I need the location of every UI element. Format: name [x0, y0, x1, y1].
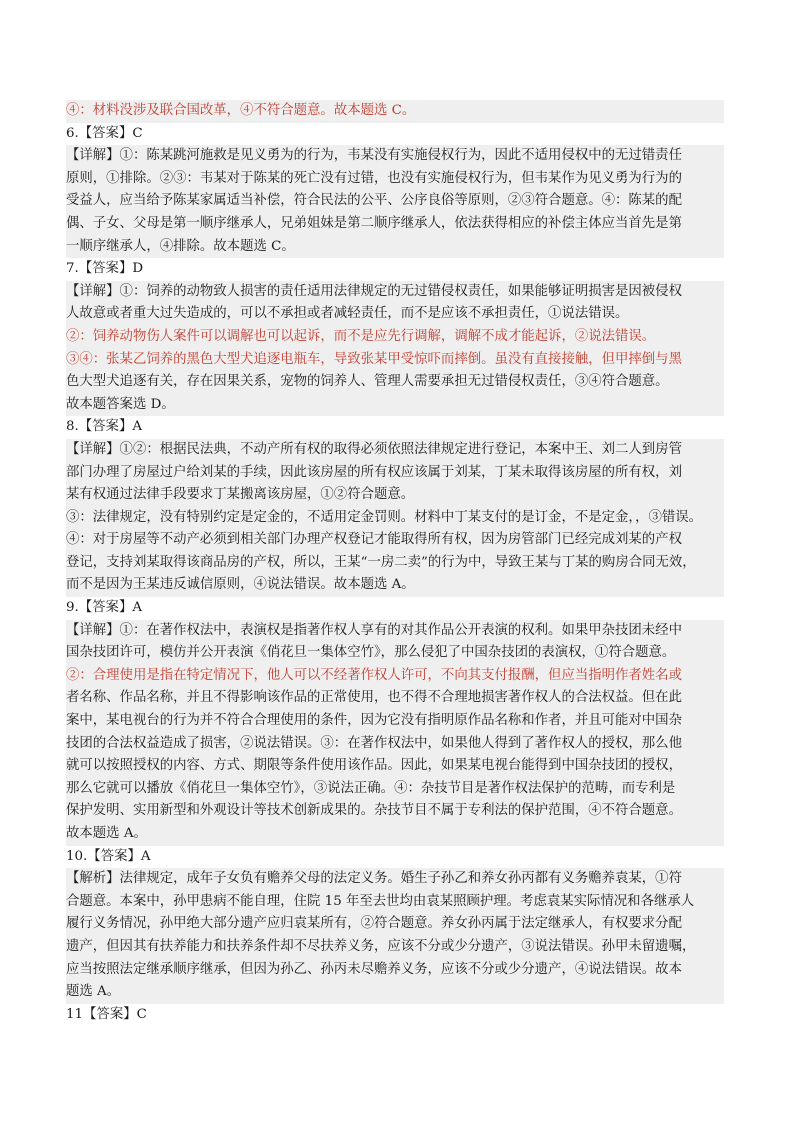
text-line: 某有权通过法律手段要求丁某搬离该房屋，①②符合题意。 [66, 484, 724, 507]
text-line: ④：对于房屋等不动产必须到相关部门办理产权登记才能取得所有权，因为房管部门已经完成刘某的产权 [66, 529, 724, 552]
text-line: 题选 A。 [66, 981, 724, 1004]
text-line: 人故意或者重大过失造成的，可以不承担或者减轻责任，而不是应该不承担责任，①说法错误。 [66, 303, 724, 326]
text-line: 案中，某电视台的行为并不符合合理使用的条件，因为它没有指明原作品名称和作者，并且可能对中国杂 [66, 710, 724, 733]
text-line: 保护发明、实用新型和外观设计等技术创新成果的。杂技节目不属于专利法的保护范围，④不符合题意。 [66, 800, 724, 823]
text-line: 故本题答案选 D。 [66, 394, 724, 417]
text-line: 【详解】①：陈某跳河施救是见义勇为的行为，韦某没有实施侵权行为，因此不适用侵权中的无过错责任 [66, 145, 724, 168]
text-line: 一顺序继承人，④排除。故本题选 C。 [66, 236, 724, 259]
text-line: ②：合理使用是指在特定情况下，他人可以不经著作权人许可，不向其支付报酬，但应当指明作者姓名或 [66, 665, 724, 688]
text-line: 受益人，应当给予陈某家属适当补偿，符合民法的公平、公序良俗等原则，②③符合题意。④：陈某的配 [66, 190, 724, 213]
answer-heading: 7.【答案】D [66, 261, 144, 277]
answer-heading: 8.【答案】A [66, 419, 143, 435]
answer-heading: 6.【答案】C [66, 125, 143, 141]
text-line: 遗产，但因其有扶养能力和扶养条件却不尽扶养义务，应该不分或少分遗产，③说法错误。孙甲未留遗嘱， [66, 936, 724, 959]
text-line: 就可以按照授权的内容、方式、期限等条件使用该作品。因此，如果某电视台能得到中国杂技团的授权， [66, 755, 724, 778]
text-line: 【详解】①：在著作权法中，表演权是指著作权人享有的对其作品公开表演的权利。如果甲杂技团未经中 [66, 620, 724, 643]
text-line: ③④：张某乙饲养的黑色大型犬追逐电瓶车，导致张某甲受惊吓而摔倒。虽没有直接接触，但甲摔倒与黑 [66, 349, 724, 372]
text-line: 【解析】法律规定，成年子女负有赡养父母的法定义务。婚生子孙乙和养女孙丙都有义务赡养袁某，①符 [66, 868, 724, 891]
text-line: 【详解】①②：根据民法典，不动产所有权的取得必须依照法律规定进行登记，本案中王、刘二人到房管 [66, 439, 724, 462]
text-line: 合题意。本案中，孙甲患病不能自理，住院 15 年至去世均由袁某照顾护理。考虑袁某实际情况和各继承人 [66, 891, 724, 914]
text-line: ③：法律规定，没有特别约定是定金的，不适用定金罚则。材料中丁某支付的是订金，不是定金，，③错误。 [66, 507, 724, 530]
text-line: 那么它就可以播放《俏花旦一集体空竹》，③说法正确。④：杂技节目是著作权法保护的范畴，而专利是 [66, 778, 724, 801]
text-line: 部门办理了房屋过户给刘某的手续，因此该房屋的所有权应该属于刘某，丁某未取得该房屋的所有权，刘 [66, 462, 724, 485]
text-line: 色大型犬追逐有关，存在因果关系，宠物的饲养人、管理人需要承担无过错侵权责任，③④符合题意。 [66, 371, 724, 394]
text-line: 应当按照法定继承顺序继承，但因为孙乙、孙丙未尽赡养义务，应该不分或少分遗产，④说法错误。故本 [66, 959, 724, 982]
text-line: 故本题选 A。 [66, 823, 724, 846]
text-line: 而不是因为王某违反诚信原则，④说法错误。故本题选 A。 [66, 574, 724, 597]
text-line: 者名称、作品名称，并且不得影响该作品的正常使用，也不得不合理地损害著作权人的合法权益。但在此 [66, 687, 724, 710]
text-line: 偶、子女、父母是第一顺序继承人，兄弟姐妹是第二顺序继承人，依法获得相应的补偿主体应当首先是第 [66, 213, 724, 236]
answer-heading: 10.【答案】A [66, 848, 151, 864]
document-body [66, 100, 724, 1026]
text-line: 技团的合法权益造成了损害，②说法错误。③：在著作权法中，如果他人得到了著作权人的授权，那么他 [66, 733, 724, 756]
text-line: ②：饲养动物伤人案件可以调解也可以起诉，而不是应先行调解，调解不成才能起诉，②说法错误。 [66, 326, 724, 349]
answer-heading: 11【答案】C [66, 1006, 147, 1022]
text-line: 登记，支持刘某取得该商品房的产权，所以，王某“一房二卖”的行为中，导致王某与丁某的购房合同无效， [66, 552, 724, 575]
answer-heading: 9.【答案】A [66, 600, 143, 616]
text-line: 国杂技团许可，模仿并公开表演《俏花旦一集体空竹》，那么侵犯了中国杂技团的表演权，①符合题意。 [66, 642, 724, 665]
text-line: 原则，①排除。②③：韦某对于陈某的死亡没有过错，也没有实施侵权行为，但韦某作为见义勇为行为的 [66, 168, 724, 191]
text-line: 【详解】①：饲养的动物致人损害的责任适用法律规定的无过错侵权责任，如果能够证明损害是因被侵权 [66, 281, 724, 304]
text-line: ④：材料没涉及联合国改革，④不符合题意。故本题选 C。 [66, 100, 724, 123]
text-line: 履行义务情况，孙甲绝大部分遗产应归袁某所有，②符合题意。养女孙丙属于法定继承人，有权要求分配 [66, 913, 724, 936]
